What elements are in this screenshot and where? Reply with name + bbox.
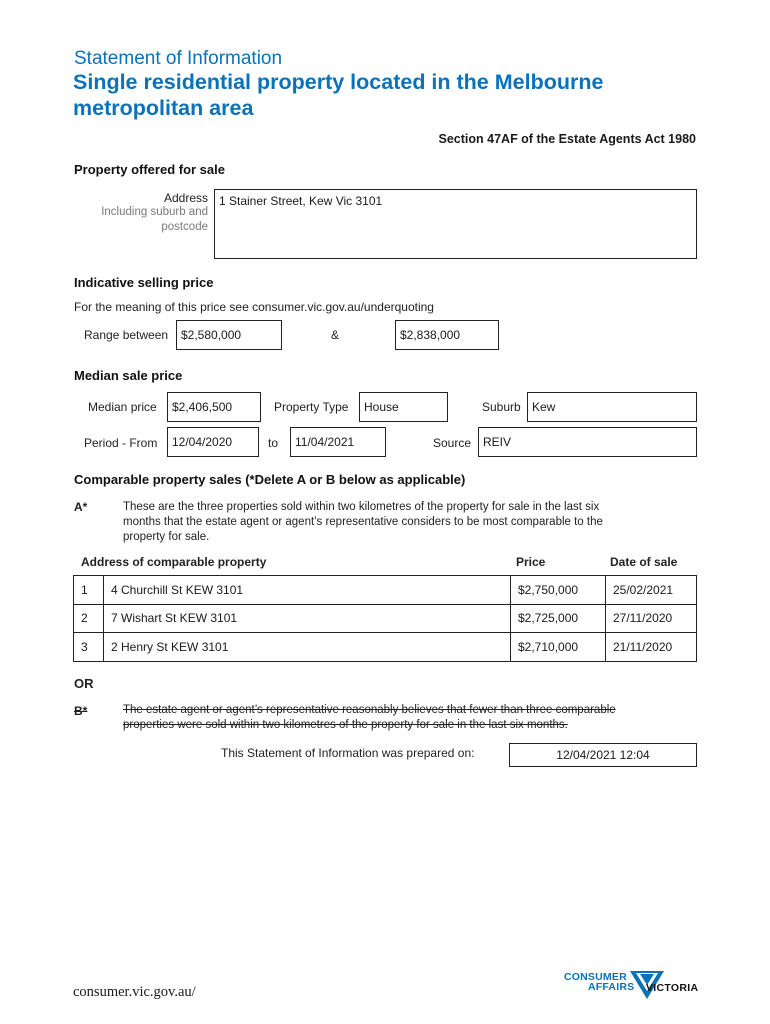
period-to-label: to [268,436,279,450]
option-a-text-2: months that the estate agent or agent’s representative considers to be most comparable to the [123,516,603,528]
column-header-date: Date of sale [610,555,678,569]
row-price[interactable]: $2,725,000 [511,604,606,633]
row-date[interactable]: 21/11/2020 [606,633,697,662]
source-field[interactable]: REIV [478,427,697,457]
logo-affairs-text: AFFAIRS [588,981,635,993]
property-heading: Property offered for sale [74,162,225,177]
row-address[interactable]: 2 Henry St KEW 3101 [104,633,511,662]
suburb-label: Suburb [482,400,521,414]
property-type-label: Property Type [274,400,349,414]
period-to-field[interactable]: 11/04/2021 [290,427,386,457]
range-high-field[interactable]: $2,838,000 [395,320,499,350]
or-separator: OR [74,676,94,691]
logo-victoria-text: VICTORIA [646,982,699,994]
address-label: Address [163,191,208,205]
row-number: 2 [74,604,104,633]
prepared-on-field[interactable]: 12/04/2021 12:04 [509,743,697,767]
indicative-note: For the meaning of this price see consumer.vic.gov.au/underquoting [74,300,434,314]
column-header-address: Address of comparable property [81,555,267,569]
comparable-heading: Comparable property sales (*Delete A or B below as applicable) [74,472,466,487]
comparable-table [73,575,697,662]
suburb-field[interactable]: Kew [527,392,697,422]
median-heading: Median sale price [74,368,183,383]
row-number: 1 [74,576,104,605]
option-a-marker: A* [74,500,88,514]
address-sublabel-1: Including suburb and [101,206,208,218]
row-date[interactable]: 27/11/2020 [606,604,697,633]
row-price[interactable]: $2,750,000 [511,576,606,605]
row-address[interactable]: 4 Churchill St KEW 3101 [104,576,511,605]
median-price-field[interactable]: $2,406,500 [167,392,261,422]
option-a-text-3: property for sale. [123,531,210,543]
table-row [74,576,697,605]
property-type-field[interactable]: House [359,392,448,422]
range-ampersand: & [331,328,340,342]
document-title-line1: Single residential property located in the Melbourne [73,70,604,94]
address-sublabel-2: postcode [161,221,208,233]
option-b-text-2: properties were sold within two kilometres of the property for sale in the last six months. [123,719,568,731]
range-label: Range between [84,328,169,342]
prepared-on-label: This Statement of Information was prepared on: [221,746,475,760]
table-row [74,633,697,662]
document-title-line2: metropolitan area [73,96,254,120]
row-date[interactable]: 25/02/2021 [606,576,697,605]
option-b-marker: B* [74,704,88,718]
address-field[interactable]: 1 Stainer Street, Kew Vic 3101 [214,189,697,259]
footer-url[interactable]: consumer.vic.gov.au/ [73,984,196,1000]
period-from-label: Period - From [84,436,158,450]
logo-consumer-text: CONSUMER [564,971,627,983]
document-subtitle: Statement of Information [74,48,283,69]
consumer-affairs-victoria-logo [562,968,698,1008]
range-low-field[interactable]: $2,580,000 [176,320,282,350]
source-label: Source [433,436,472,450]
option-b-text-1: The estate agent or agent’s representative reasonably believes that fewer than three comparable [123,704,616,716]
row-number: 3 [74,633,104,662]
row-price[interactable]: $2,710,000 [511,633,606,662]
indicative-heading: Indicative selling price [74,275,214,290]
act-reference: Section 47AF of the Estate Agents Act 1980 [438,132,696,146]
period-from-field[interactable]: 12/04/2020 [167,427,259,457]
median-price-label: Median price [88,400,157,414]
row-address[interactable]: 7 Wishart St KEW 3101 [104,604,511,633]
option-a-text-1: These are the three properties sold within two kilometres of the property for sale in the last six [123,501,600,513]
table-row [74,604,697,633]
column-header-price: Price [516,555,546,569]
